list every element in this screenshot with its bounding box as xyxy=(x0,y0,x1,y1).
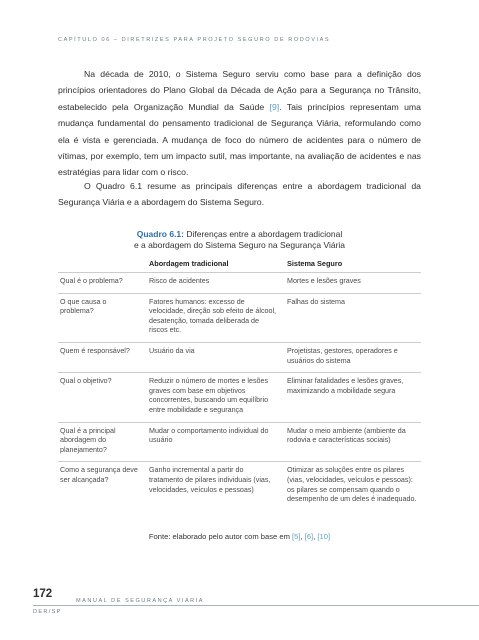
table-cell-safe-system: Otimizar as soluções entre os pilares (vias, velocidades, veículos e pessoas): os pilares se compensam quando o desempenho de um deles é inadequado. xyxy=(287,466,417,504)
body-paragraph-2: O Quadro 6.1 resume as principais diferenças entre a abordagem tradicional da Segurança Viária e a abordagem do Sistema Seguro. xyxy=(58,181,421,208)
page-number: 172 xyxy=(33,588,53,600)
table-cell-traditional: Ganho incremental a partir do tratamento de pilares individuais (vias, velocidades, veículos e pessoas) xyxy=(149,466,271,494)
comparison-table xyxy=(58,255,421,511)
citation-link[interactable]: [6] xyxy=(304,532,314,541)
table-cell-safe-system: Falhas do sistema xyxy=(283,293,421,342)
p1-text-end: . Tais princípios representam uma mudança fundamental do pensamento tradicional de Segurança Viária, reformulando como ela é vista e gerenciada. A mudança de foco do número de acidentes para o número de vítimas, por exemplo, tem um impacto sutil, mas importante, na avaliação de acidentes e nas estratégias para lidar com o risco. xyxy=(58,101,421,178)
table-cell-question: Quem é responsável? xyxy=(58,342,145,372)
publisher-label: DER/SP xyxy=(33,609,62,615)
table-cell-traditional: Reduzir o número de mortes e lesões graves com base em objetivos concorrentes, buscando um equilíbrio entre mobilidade e segurança xyxy=(145,373,283,422)
table-cell-question: Qual é a principal abordagem do planejamento? xyxy=(58,422,145,462)
table-row xyxy=(58,273,421,294)
table-row xyxy=(58,293,421,342)
table-cell-safe-system: Eliminar fatalidades e lesões graves, maximizando a mobilidade segura xyxy=(283,373,421,422)
source-prefix: Fonte: elaborado pelo autor com base em xyxy=(148,532,293,541)
table-cell-traditional: Risco de acidentes xyxy=(145,273,283,294)
source-separator: , xyxy=(313,532,318,541)
table-cell-safe-system: Projetistas, gestores, operadores e usuários do sistema xyxy=(283,342,421,372)
table-header-row xyxy=(58,255,421,273)
column-header xyxy=(58,255,145,273)
book-title: MANUAL DE SEGURANÇA VIÁRIA xyxy=(76,598,205,604)
footer-divider xyxy=(33,605,479,606)
table-cell-safe-system: Mudar o meio ambiente (ambiente da rodovia e características sociais) xyxy=(283,422,421,462)
column-header: Abordagem tradicional xyxy=(145,255,283,273)
table-source xyxy=(58,532,421,541)
table-row xyxy=(58,422,421,462)
table-cell-traditional: Mudar o comportamento individual do usuário xyxy=(145,422,283,462)
p1-text-start: Na década de 2010, o Sistema Seguro serviu como base para a definição dos princípios orientadores do Plano Global da Década de Ação para a Segurança no Trânsito, estabelecido pela Organização Mundial da Saúde xyxy=(58,69,421,112)
quadro-title xyxy=(58,229,421,251)
body-paragraph-1 xyxy=(58,66,421,181)
table-row xyxy=(58,373,421,422)
citation-link[interactable]: [9] xyxy=(269,101,280,112)
table-row xyxy=(58,462,421,511)
citation-link[interactable]: [10] xyxy=(317,532,331,541)
table-cell-traditional: Usuário da via xyxy=(145,342,283,372)
table-cell-question: Como a segurança deve ser alcançada? xyxy=(60,466,138,484)
table-cell-safe-system: Mortes e lesões graves xyxy=(283,273,421,294)
running-header: CAPÍTULO 06 – DIRETRIZES PARA PROJETO SEGURO DE RODOVIAS xyxy=(58,37,331,43)
quadro-title-line2: e a abordagem do Sistema Seguro na Segurança Viária xyxy=(133,239,346,250)
quadro-label: Quadro 6.1: xyxy=(136,229,184,239)
citation-link[interactable]: [5] xyxy=(292,532,301,541)
quadro-title-line1: Diferenças entre a abordagem tradicional xyxy=(183,229,343,239)
table-cell-traditional: Fatores humanos: excesso de velocidade, direção sob efeito de álcool, desatenção, tomada deliberada de riscos etc. xyxy=(145,293,283,342)
table-cell-question: O que causa o problema? xyxy=(58,293,145,342)
source-separator: , xyxy=(300,532,305,541)
column-header: Sistema Seguro xyxy=(283,255,421,273)
table-cell-question: Qual o objetivo? xyxy=(58,373,145,422)
table-row xyxy=(58,342,421,372)
table-cell-question: Qual é o problema? xyxy=(58,273,145,294)
